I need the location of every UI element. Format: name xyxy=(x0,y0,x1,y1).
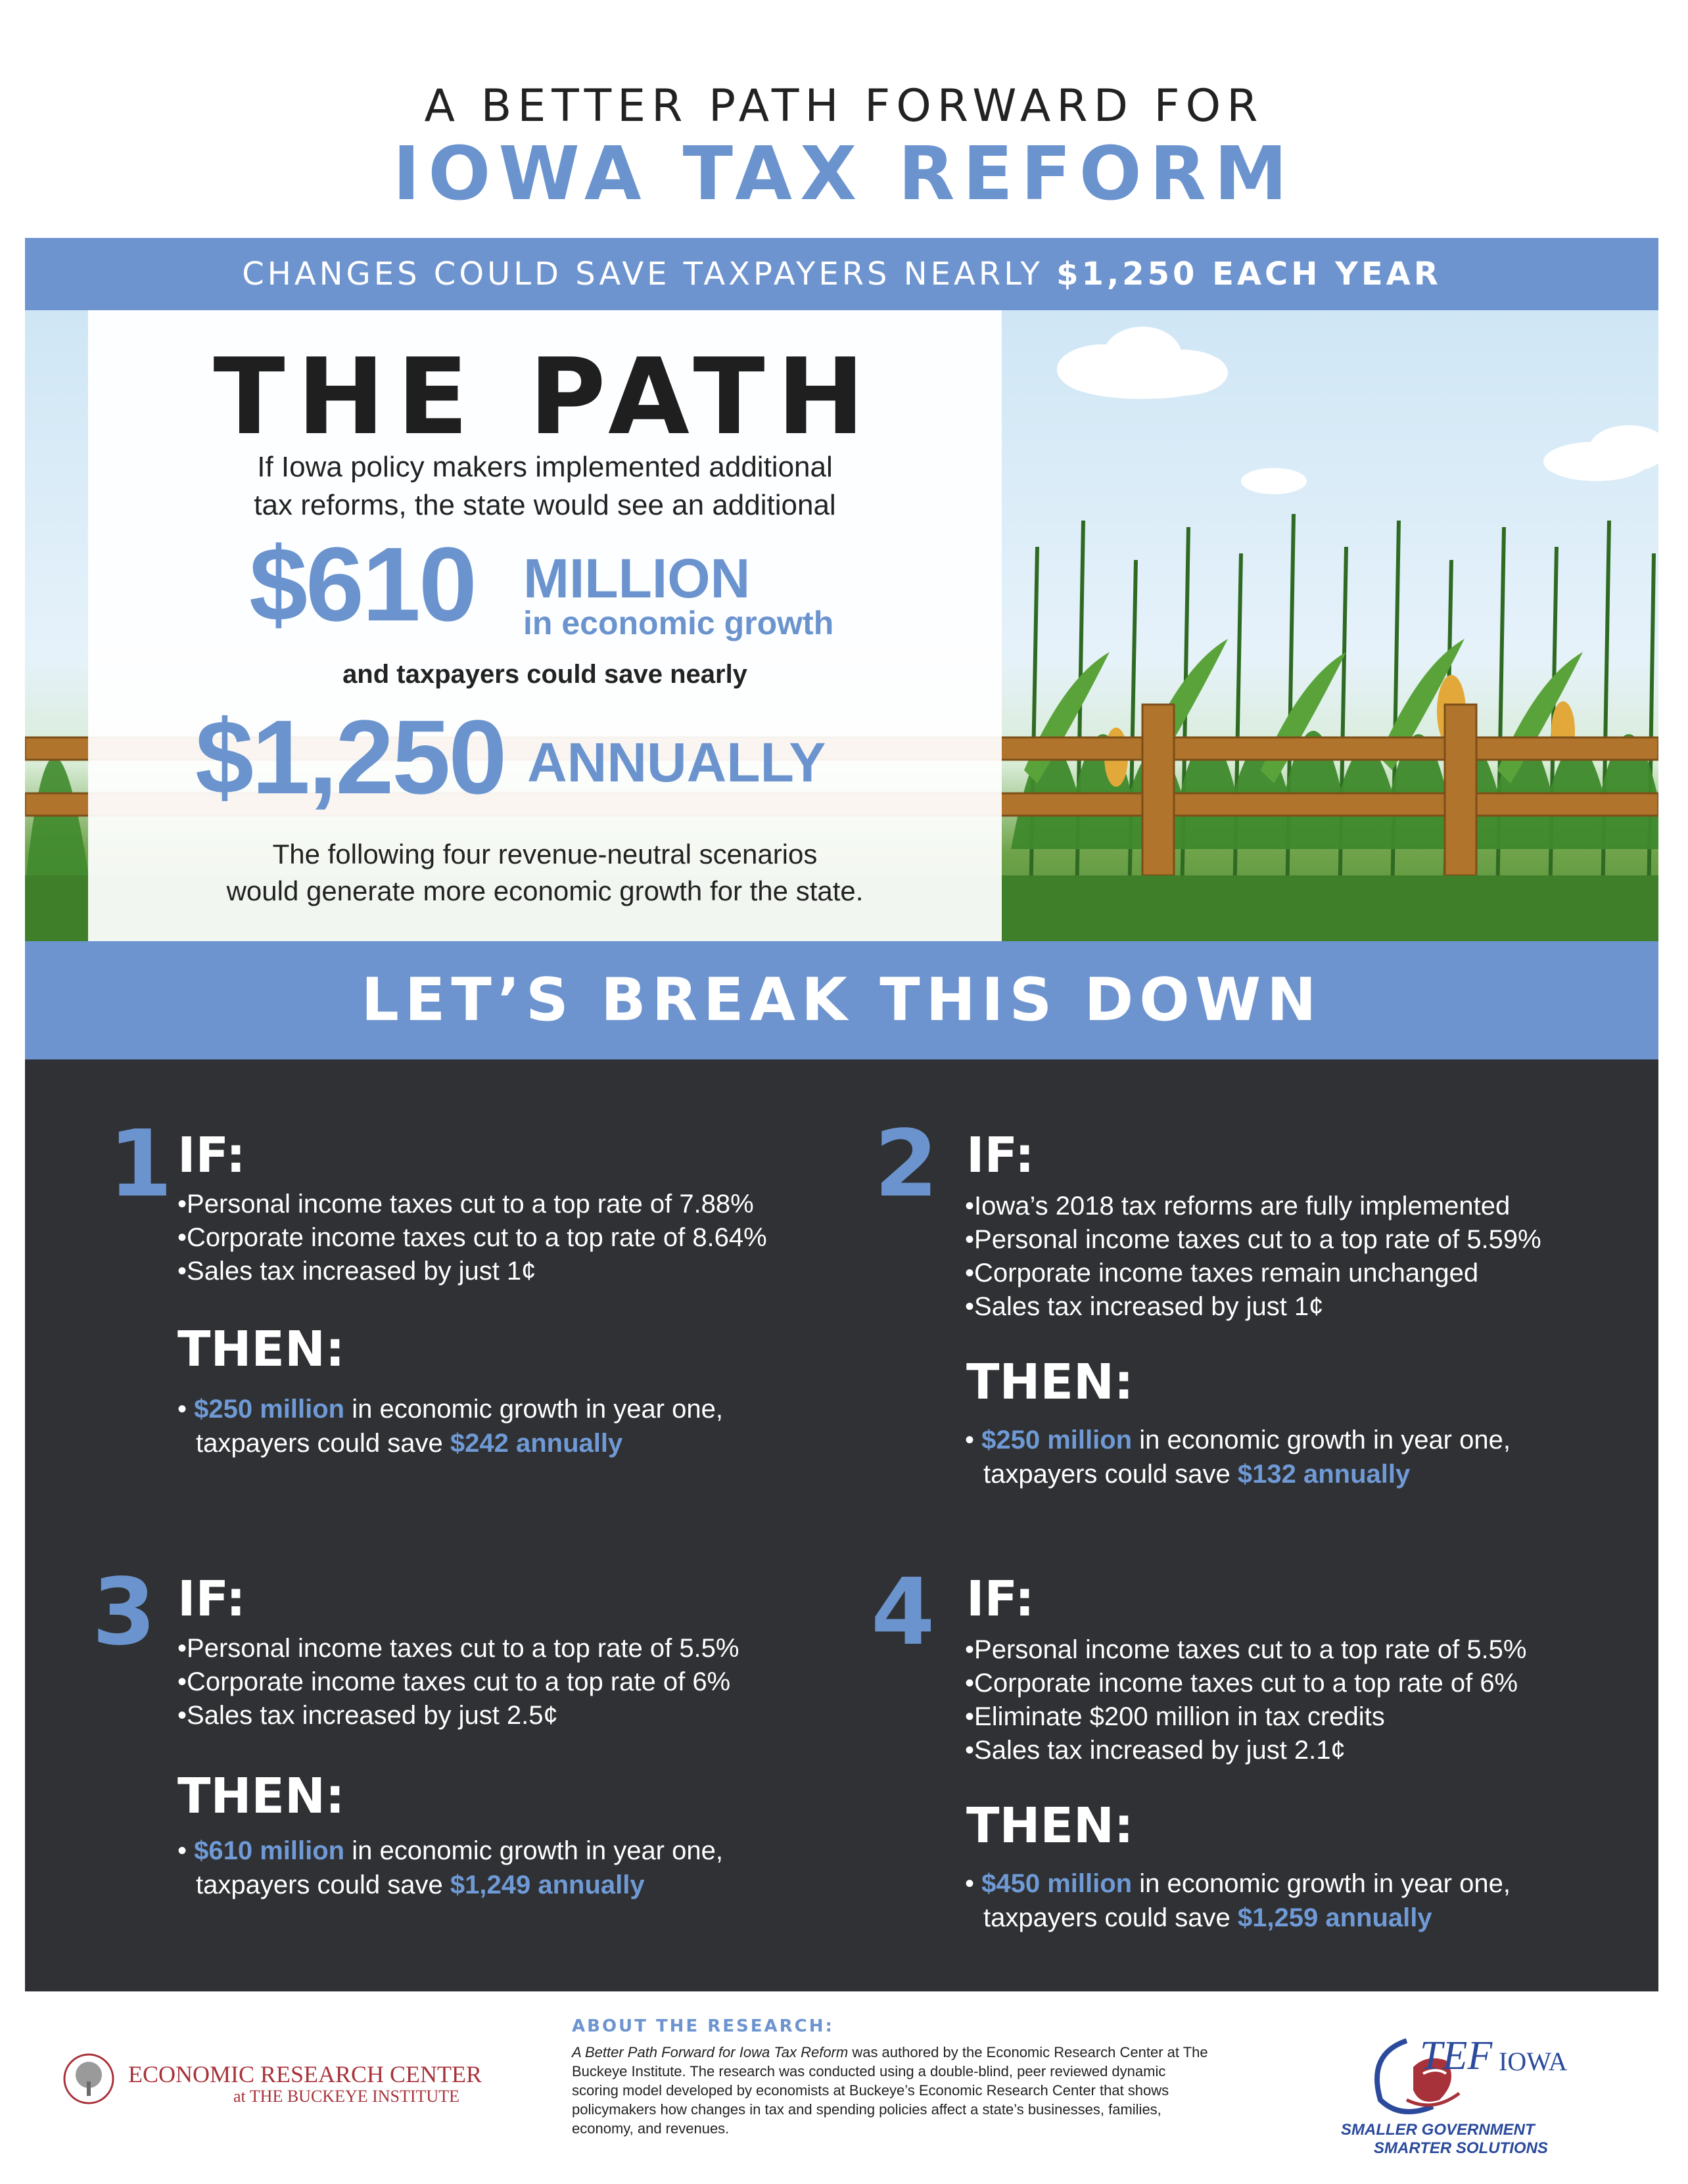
growth-text: in economic growth in year one, xyxy=(344,1395,723,1424)
scenario-conditions xyxy=(965,1190,1541,1324)
erc-logo xyxy=(62,2047,523,2106)
scenario-result: • $250 million in economic growth in year one, taxpayers could save $242 annually xyxy=(177,1395,723,1458)
condition-item: • Corporate income taxes cut to a top rate of 6% xyxy=(965,1667,1526,1700)
tef-slogan-line2: SMARTER SOLUTIONS xyxy=(1374,2139,1548,2157)
growth-value: $610 million xyxy=(194,1836,345,1865)
about-title: ABOUT THE RESEARCH: xyxy=(572,2016,834,2036)
save-value: $132 annually xyxy=(1237,1460,1411,1489)
scenario-conditions xyxy=(177,1632,739,1732)
breakdown-banner: LET’S BREAK THIS DOWN xyxy=(25,941,1658,1059)
condition-item: • Corporate income taxes cut to a top rate of 6% xyxy=(177,1665,739,1699)
growth-amount: $610 xyxy=(249,525,475,643)
condition-item: • Sales tax increased by just 2.1¢ xyxy=(965,1734,1526,1767)
scenario-result: • $610 million in economic growth in year one, taxpayers could save $1,249 annually xyxy=(177,1836,723,1899)
path-foot-line2: would generate more economic growth for the state. xyxy=(226,875,864,906)
erc-subname: at THE BUCKEYE INSTITUTE xyxy=(233,2087,459,2106)
scenario-if-label: IF: xyxy=(966,1127,1035,1184)
scenario-then-label: THEN: xyxy=(177,1321,345,1378)
scenario-number: 2 xyxy=(874,1111,939,1218)
scenario-number: 4 xyxy=(871,1559,935,1666)
scenario-then-label: THEN: xyxy=(177,1768,345,1824)
banner-highlight: $1,250 EACH YEAR xyxy=(1056,256,1442,292)
condition-item: • Personal income taxes cut to a top rate of 5.59% xyxy=(965,1223,1541,1257)
report-title: A Better Path Forward for Iowa Tax Reform xyxy=(572,2044,849,2060)
scenario-if-label: IF: xyxy=(177,1571,246,1627)
scenario-then-label: THEN: xyxy=(966,1798,1134,1854)
growth-text: in economic growth in year one, xyxy=(344,1836,723,1865)
save-text: taxpayers could save xyxy=(196,1870,450,1899)
scenario-then-label: THEN: xyxy=(966,1354,1134,1410)
path-footnote xyxy=(88,836,1002,910)
savings-banner xyxy=(25,238,1658,310)
header-subtitle: A BETTER PATH FORWARD FOR xyxy=(424,80,1264,132)
condition-item: • Eliminate $200 million in tax credits xyxy=(965,1700,1526,1734)
save-text: taxpayers could save xyxy=(196,1429,450,1458)
about-body xyxy=(572,2043,1216,2138)
growth-value: $450 million xyxy=(981,1869,1133,1898)
erc-name: ECONOMIC RESEARCH CENTER xyxy=(128,2061,482,2087)
save-value: $1,249 annually xyxy=(450,1870,645,1899)
path-heading: THE PATH xyxy=(213,335,877,458)
condition-item: • Sales tax increased by just 2.5¢ xyxy=(177,1699,739,1732)
tef-state: IOWA xyxy=(1499,2047,1568,2076)
scenario-conditions xyxy=(965,1633,1526,1767)
tree-icon xyxy=(62,2053,115,2105)
banner-text: CHANGES COULD SAVE TAXPAYERS NEARLY xyxy=(242,256,1057,292)
condition-item: • Iowa’s 2018 tax reforms are fully implemented xyxy=(965,1190,1541,1223)
scenario-result: • $250 million in economic growth in year one, taxpayers could save $132 annually xyxy=(965,1426,1511,1489)
growth-text: in economic growth in year one, xyxy=(1132,1426,1511,1454)
scenario-number: 3 xyxy=(92,1559,156,1666)
condition-item: • Corporate income taxes remain unchanged xyxy=(965,1257,1541,1290)
scenario-result: • $450 million in economic growth in year one, taxpayers could save $1,259 annually xyxy=(965,1869,1511,1932)
save-value: $242 annually xyxy=(450,1429,623,1458)
save-line: and taxpayers could save nearly xyxy=(342,660,747,689)
header-title: IOWA TAX REFORM xyxy=(392,131,1296,217)
tef-iowa-logo xyxy=(1334,2021,1584,2172)
save-value: $1,259 annually xyxy=(1237,1903,1432,1932)
scenario-if-label: IF: xyxy=(966,1571,1035,1627)
save-text: taxpayers could save xyxy=(983,1903,1238,1932)
scenario-conditions xyxy=(177,1188,767,1288)
the-path-panel xyxy=(88,310,1002,941)
condition-item: • Personal income taxes cut to a top rate of 5.5% xyxy=(965,1633,1526,1667)
condition-item: • Sales tax increased by just 1¢ xyxy=(177,1255,767,1288)
path-intro-line2: tax reforms, the state would see an additional xyxy=(254,489,836,521)
path-intro-line1: If Iowa policy makers implemented additional xyxy=(257,451,833,483)
condition-item: • Sales tax increased by just 1¢ xyxy=(965,1290,1541,1324)
about-text: was authored by the Economic Research Center at The Buckeye Institute. The research was conducted using a double-blind, peer reviewed dynamic scoring model developed by economists at Buckeye’s Economic Research Center that shows policymakers how changes in tax and spending policies affect a state’s businesses, families, economy, and revenues. xyxy=(572,2044,1208,2137)
growth-value: $250 million xyxy=(194,1395,345,1424)
growth-label: in economic growth xyxy=(523,605,834,641)
condition-item: • Personal income taxes cut to a top rate of 7.88% xyxy=(177,1188,767,1221)
tef-name: TEF xyxy=(1420,2033,1493,2078)
condition-item: • Corporate income taxes cut to a top rate of 8.64% xyxy=(177,1221,767,1255)
growth-unit: MILLION xyxy=(523,547,751,609)
path-foot-line1: The following four revenue-neutral scenarios xyxy=(272,839,818,870)
cloud-icon xyxy=(1057,327,1658,494)
growth-value: $250 million xyxy=(981,1426,1133,1454)
scenario-number: 1 xyxy=(108,1111,173,1218)
condition-item: • Personal income taxes cut to a top rate of 5.5% xyxy=(177,1632,739,1665)
scenario-if-label: IF: xyxy=(177,1127,246,1184)
save-label: ANNUALLY xyxy=(527,732,826,793)
growth-text: in economic growth in year one, xyxy=(1132,1869,1511,1898)
save-text: taxpayers could save xyxy=(983,1460,1238,1489)
tef-slogan-line1: SMALLER GOVERNMENT xyxy=(1341,2121,1535,2139)
save-amount: $1,250 xyxy=(195,698,505,816)
path-intro xyxy=(88,448,1002,524)
